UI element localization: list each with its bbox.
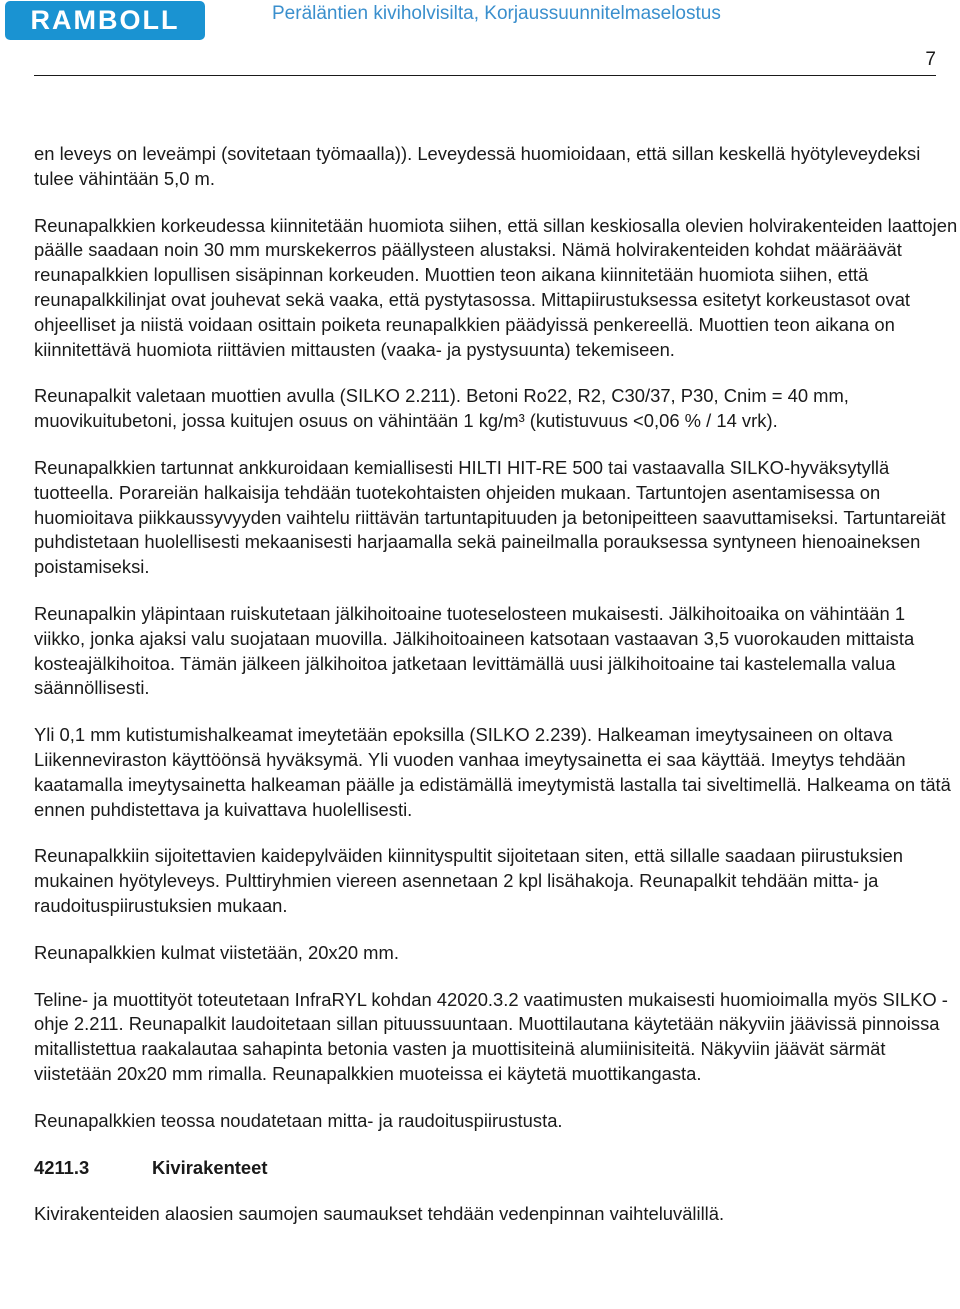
paragraph: en leveys on leveämpi (sovitetaan työmaalla)). Leveydessä huomioidaan, että sillan keskellä hyötyleveydeksi tulee vähintään 5,0 m. xyxy=(34,143,921,189)
paragraph: Yli 0,1 mm kutistumishalkeamat imeytetään epoksilla (SILKO 2.239). Halkeaman imeytysaineen on oltava Liikenneviraston käyttöönsä hyväksymä. Yli vuoden vanhaa imeytysainetta ei saa käyttää. Imeytys tehdään kaatamalla imeytysainetta halkeaman päälle ja edistämällä imeytymistä lastalla tai siveltimellä. Halkeama on tätä ennen puhdistettava ja kuivattava huolellisesti. xyxy=(34,724,951,820)
page-number: 7 xyxy=(925,49,936,70)
section-number: 4211.3 xyxy=(34,1156,90,1178)
paragraph: Teline- ja muottityöt toteutetaan InfraRYL kohdan 42020.3.2 vaatimusten mukaisesti huomioimalla myös SILKO -ohje 2.211. Reunapalkit laudoitetaan sillan pituussuuntaan. Muottilautana käytetään näkyviin jäävissä pinnoissa mitallistettua raakalautaa sahapinta betonia vasten ja muottisiteinä alumiinisiteitä. Näkyviin jäävät särmät viistetään 20x20 mm rimalla. Reunapalkkien muoteissa ei käytetä muottikangasta. xyxy=(34,988,948,1084)
company-logo xyxy=(5,1,205,40)
paragraph: Reunapalkkien tartunnat ankkuroidaan kemiallisesti HILTI HIT-RE 500 tai vastaavalla SILKO-hyväksytyllä tuotteella. Porareiän halkaisija tehdään tuotekohtaisten ohjeiden mukaan. Tartuntojen asentamisessa on huomioitava piikkaussyvyyden vaihtelu riittävän tartuntapituuden ja betonipeitteen saavuttamiseksi. Tartuntareiät puhdistetaan huolellisesti mekaanisesti harjaamalla sekä paineilmalla porauksessa syntyneen hienoaineksen poistamiseksi. xyxy=(34,456,946,578)
paragraph: Reunapalkkiin sijoitettavien kaidepylväiden kiinnityspultit sijoitetaan siten, että sillalle saadaan piirustuksien mukainen hyötyleveys. Pulttiryhmien viereen asennetaan 2 kpl lisähakoja. Reunapalkit tehdään mitta- ja raudoituspiirustuksien mukaan. xyxy=(34,845,903,916)
document-title: Peräläntien kiviholvisilta, Korjaussuunnitelmaselostus xyxy=(272,3,721,24)
section-heading xyxy=(34,1156,958,1181)
paragraph: Reunapalkin yläpintaan ruiskutetaan jälkihoitoaine tuoteselosteen mukaisesti. Jälkihoitoaika on vähintään 1 viikko, jonka ajaksi valu suojataan muovilla. Jälkihoitoaineen katsotaan vastaavan 3,5 vuorokauden mittaista kosteajälkihoitoa. Tämän jälkeen jälkihoitoa jatketaan levittämällä uusi jälkihoitoaine tai kastelemalla valua säännöllisesti. xyxy=(34,602,915,699)
paragraph: Kivirakenteiden alaosien saumojen saumaukset tehdään vedenpinnan vaihteluvälillä. xyxy=(34,1203,725,1225)
document-body xyxy=(34,142,958,1249)
section-title: Kivirakenteet xyxy=(152,1156,268,1178)
logo-text: RAMBOLL xyxy=(30,5,180,35)
paragraph: Reunapalkkien teossa noudatetaan mitta- ja raudoituspiirustusta. xyxy=(34,1109,563,1131)
paragraph: Reunapalkkien korkeudessa kiinnitetään huomiota siihen, että sillan keskiosalla olevien holvirakenteiden laattojen päälle saadaan noin 30 mm murskekerros päällysteen alustaksi. Nämä holvirakenteiden kohdat määräävät reunapalkkien lopullisen sisäpinnan korkeuden. Muottien teon aikana kiinnitetään huomiota siihen, että reunapalkkilinjat ovat jouhevat sekä vaaka, että pystytasossa. Mittapiirustuksessa esitetyt korkeustasot ovat ohjeelliset ja niistä voidaan osittain poiketa reunapalkkien päädyissä penkereellä. Muottien teon aikana on kiinnitettävä huomiota riittävien mittausten (vaaka- ja pystysuunta) tekemiseen. xyxy=(34,214,958,360)
paragraph: Reunapalkit valetaan muottien avulla (SILKO 2.211). Betoni Ro22, R2, C30/37, P30, Cnim = 40 mm, muovikuitubetoni, jossa kuitujen osuus on vähintään 1 kg/m³ (kutistuvuus <0,06 % / 14 vrk). xyxy=(34,385,849,432)
header-divider xyxy=(34,75,936,76)
paragraph: Reunapalkkien kulmat viistetään, 20x20 mm. xyxy=(34,941,399,963)
